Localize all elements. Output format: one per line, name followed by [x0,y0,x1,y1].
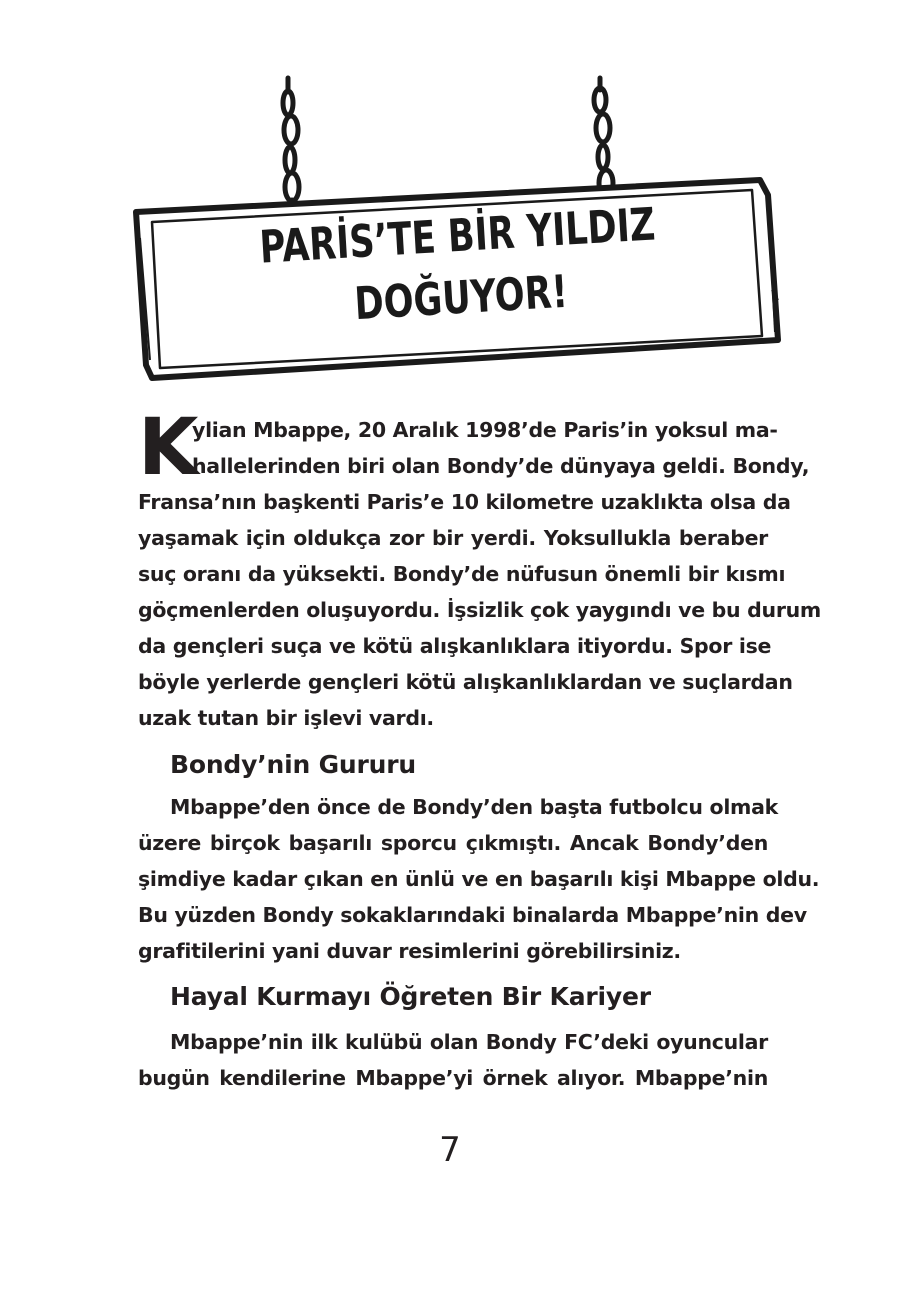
chain-icon [283,78,299,212]
dream-career-paragraph [138,1024,768,1096]
text-line: da gençleri suça ve kötü alışkanlıklara itiyordu. Spor ise [138,634,772,658]
text-line: grafitilerini yani duvar resimlerini görebilirsiniz. [138,939,681,963]
text-line: uzak tutan bir işlevi vardı. [138,706,434,730]
chapter-title-line-1: PARİS’TE BİR YILDIZ [258,197,657,274]
text-line: suç oranı da yüksekti. Bondy’de nüfusun önemli bir kısmı [138,562,786,586]
text-line: Bu yüzden Bondy sokaklarındaki binalarda Mbappe’nin dev [138,903,807,927]
text-line: göçmenlerden oluşuyordu. İşsizlik çok yaygındı ve bu durum [138,598,821,622]
text-line: yaşamak için oldukça zor bir yerdi. Yoksullukla beraber [138,526,768,550]
text-line: bugün kendilerine Mbappe’yi örnek alıyor. Mbappe’nin [138,1066,768,1090]
page-number: 7 [439,1130,461,1170]
text-line: Mbappe’den önce de Bondy’den başta futbolcu olmak [170,795,778,819]
text-line: şimdiye kadar çıkan en ünlü ve en başarılı kişi Mbappe oldu. [138,867,820,891]
section-heading-bondy-pride: Bondy’nin Gururu [170,750,416,779]
section-heading-dream-career: Hayal Kurmayı Öğreten Bir Kariyer [170,982,651,1011]
bondy-pride-paragraph [138,789,820,969]
drop-cap: K [138,403,199,493]
text-line: Mbappe’nin ilk kulübü olan Bondy FC’deki oyuncular [170,1030,768,1054]
intro-paragraph [138,403,821,736]
text-line: Fransa’nın başkenti Paris’e 10 kilometre uzaklıkta olsa da [138,490,791,514]
text-line: hallelerinden biri olan Bondy’de dünyaya geldi. Bondy, [192,454,810,478]
text-line: üzere birçok başarılı sporcu çıkmıştı. Ancak Bondy’den [138,831,768,855]
chapter-title-line-2: DOĞUYOR! [352,264,570,331]
text-line: böyle yerlerde gençleri kötü alışkanlıklardan ve suçlardan [138,670,793,694]
text-line: ylian Mbappe, 20 Aralık 1998’de Paris’in yoksul ma- [192,418,778,442]
